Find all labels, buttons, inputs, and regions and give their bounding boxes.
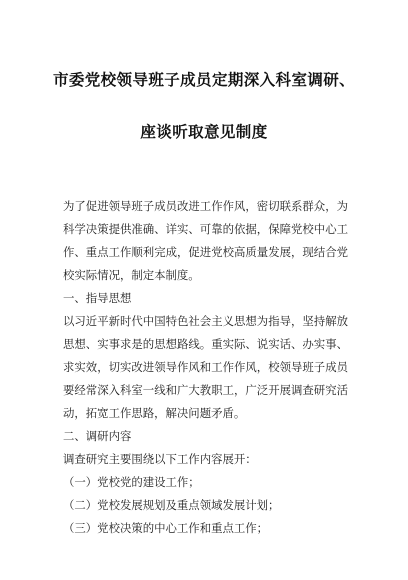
section-heading-guiding-thought: 一、指导思想 xyxy=(63,291,132,305)
research-item-1: （一）党校党的建设工作； xyxy=(63,475,200,489)
document-title-line-2: 座谈听取意见制度 xyxy=(140,123,268,141)
research-intro-line: 调查研究主要围绕以下工作内容展开： xyxy=(63,452,257,466)
guiding-line-3: 求实效，切实改进领导作风和工作作风，校领导班子成员 xyxy=(63,360,348,374)
intro-line-4: 校实际情况，制定本制度。 xyxy=(63,268,200,282)
guiding-line-1: 以习近平新时代中国特色社会主义思想为指导，坚持解放 xyxy=(63,314,348,328)
intro-line-2: 科学决策提供准确、详实、可靠的依据，保障党校中心工 xyxy=(63,222,348,236)
document-title-line-1: 市委党校领导班子成员定期深入科室调研、 xyxy=(52,71,356,89)
intro-line-1: 为了促进领导班子成员改进工作作风，密切联系群众，为 xyxy=(63,199,348,213)
guiding-line-5: 动，拓宽工作思路，解决问题矛盾。 xyxy=(63,406,246,420)
guiding-line-4: 要经常深入科室一线和广大教职工，广泛开展调查研究活 xyxy=(63,383,348,397)
guiding-line-2: 思想、实事求是的思想路线。重实际、说实话、办实事、 xyxy=(63,337,348,351)
research-item-2: （二）党校发展规划及重点领域发展计划； xyxy=(63,498,280,512)
intro-line-3: 作、重点工作顺利完成，促进党校高质量发展，现结合党 xyxy=(63,245,348,259)
research-item-3: （三）党校决策的中心工作和重点工作； xyxy=(63,521,269,535)
section-heading-research-content: 二、调研内容 xyxy=(63,429,132,443)
